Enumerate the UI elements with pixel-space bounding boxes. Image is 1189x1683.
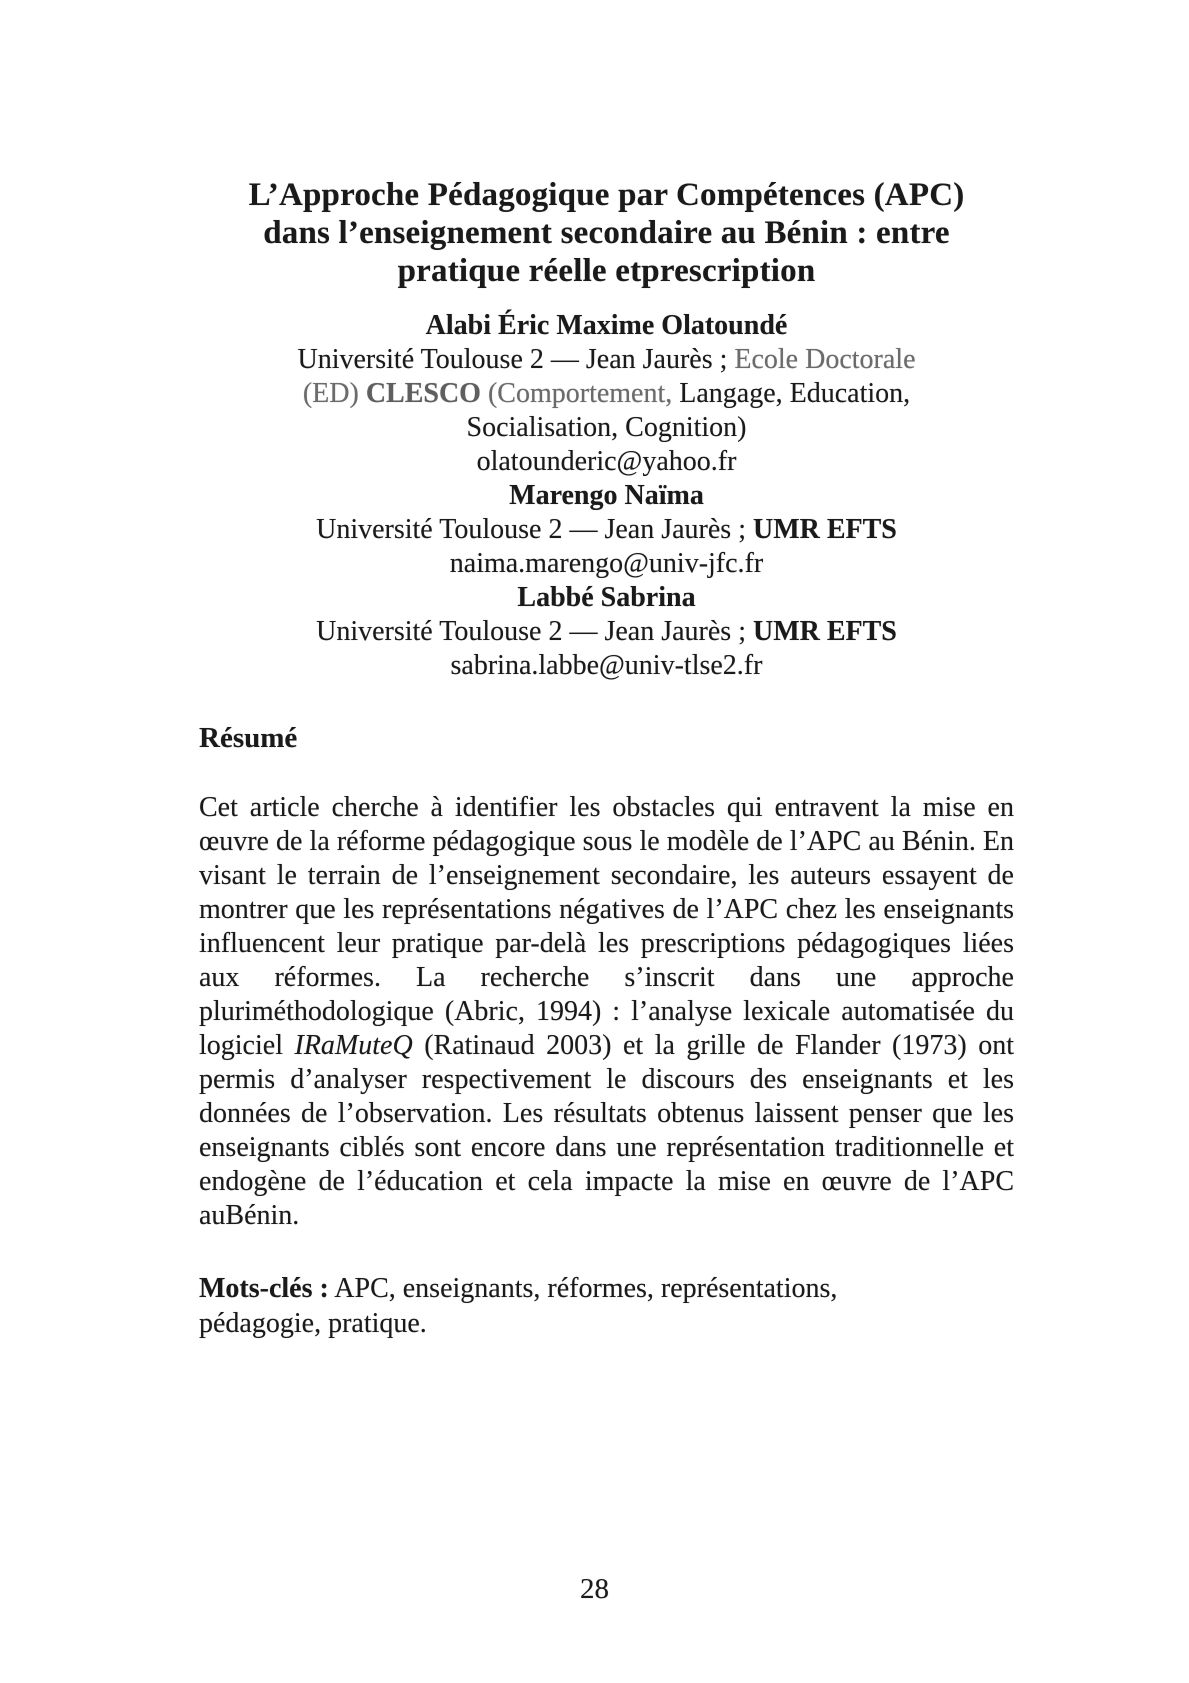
keywords-block (199, 1271, 1014, 1341)
author-2-name: Marengo Naïma (509, 480, 704, 511)
author-3-name: Labbé Sabrina (517, 582, 696, 613)
paper-title-line-1: L’Approche Pédagogique par Compétences (APC) (248, 177, 965, 213)
keywords-line-2: pédagogie, pratique. (199, 1308, 427, 1339)
author-1-affiliation-line-3: Socialisation, Cognition) (466, 412, 747, 443)
abstract-heading: Résumé (199, 722, 298, 754)
author-1-clesco-label: CLESCO (365, 378, 481, 409)
abstract-text-after-italic: (Ratinaud 2003) et la grille de Flander (1973) ont permis d’analyser respectivement le discours des enseignants et les données de l’observation. Les résultats obtenus laissent penser que les enseignants ciblés sont encore dans une représentation traditionnelle et endogène de l’éducation et cela impacte la mise en œuvre de l’APC auBénin. (199, 1030, 1014, 1231)
author-3-affiliation-lab: UMR EFTS (752, 616, 897, 647)
abstract-software-name: IRaMuteQ (294, 1030, 413, 1061)
author-2-email: naima.marengo@univ-jfc.fr (449, 548, 764, 579)
authors-block (199, 309, 1014, 683)
keywords-line-1 (199, 1271, 1014, 1306)
author-3-affiliation-main: Université Toulouse 2 — Jean Jaurès ; (316, 616, 753, 647)
author-3-email: sabrina.labbe@univ-tlse2.fr (450, 650, 763, 681)
paper-title (199, 176, 1014, 290)
abstract-paragraph (199, 791, 1014, 1233)
paper-title-line-2: dans l’enseignement secondaire au Bénin : entre (263, 215, 950, 251)
author-1-affiliation-gray: Ecole Doctorale (734, 344, 916, 375)
author-1-affiliation-line-2-main: Langage, Education, (672, 378, 911, 409)
page-content (199, 176, 1014, 1341)
author-1-affiliation-line-2 (199, 377, 1014, 411)
author-1-email: olatounderic@yahoo.fr (476, 446, 737, 477)
author-3-affiliation (199, 615, 1014, 649)
author-1-comportement-label: (Comportement, (480, 378, 673, 409)
keywords-label: Mots-clés : (199, 1273, 329, 1304)
keywords-list-part-1: APC, enseignants, réformes, représentations, (328, 1273, 838, 1304)
author-1-affiliation-main: Université Toulouse 2 — Jean Jaurès ; (297, 344, 735, 375)
abstract-text-before-italic: Cet article cherche à identifier les obstacles qui entravent la mise en œuvre de la réforme pédagogique sous le modèle de l’APC au Bénin. En visant le terrain de l’enseignement secondaire, les auteurs essayent de montrer que les représentations négatives de l’APC chez les enseignants influencent leur pratique par-delà les prescriptions pédagogiques liées aux réformes. La recherche s’inscrit dans une approche pluriméthodologique (Abric, 1994) : l’analyse lexicale automatisée du logiciel (199, 792, 1014, 1061)
author-2-affiliation-lab: UMR EFTS (752, 514, 897, 545)
author-1-ed-label: (ED) (302, 378, 366, 409)
author-2-affiliation (199, 513, 1014, 547)
page-number: 28 (580, 1573, 609, 1605)
author-1-name: Alabi Éric Maxime Olatoundé (425, 310, 788, 341)
author-2-affiliation-main: Université Toulouse 2 — Jean Jaurès ; (316, 514, 753, 545)
paper-title-line-3: pratique réelle etprescription (397, 253, 816, 289)
author-1-affiliation-line-1 (199, 343, 1014, 377)
